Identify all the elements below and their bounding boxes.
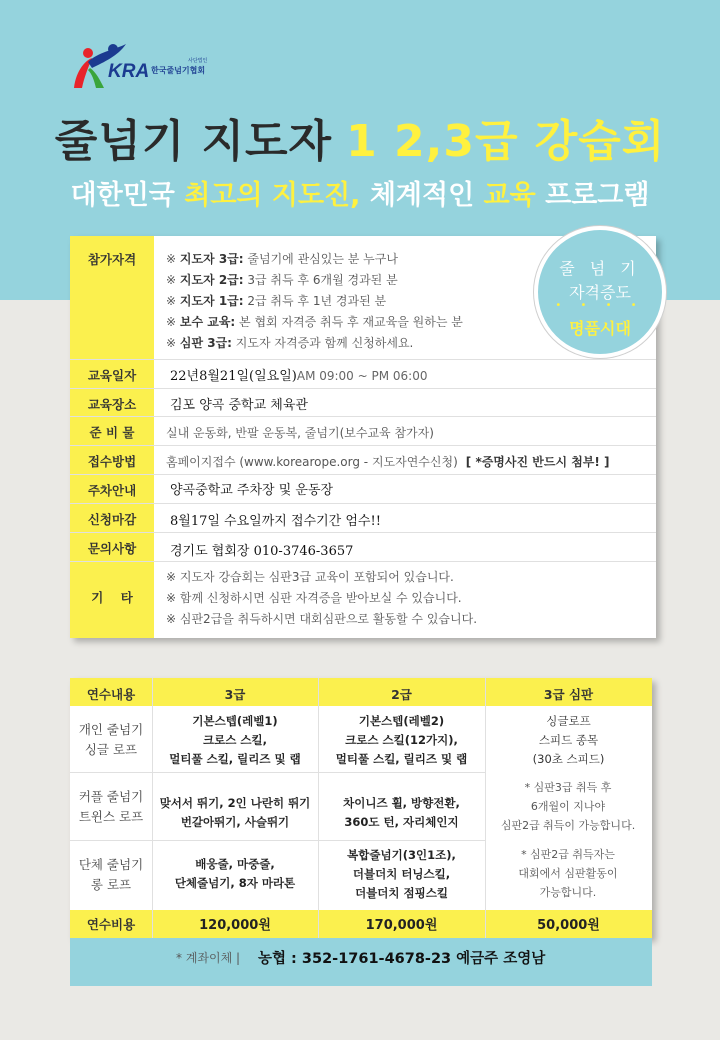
header-grade2: 2급 [391, 687, 412, 702]
apply-value: 홈페이지접수 (www.korearope.org - 지도자연수신청) [ *증명사진 반드시 첨부! ] [166, 455, 610, 469]
grade2-twins-cell: 차이니즈 휠, 방향전환, 360도 턴, 자리체인지 [343, 796, 460, 829]
divider [70, 840, 485, 841]
etc-item: ※ 심판2급을 취득하시면 대회심판으로 활동할 수 있습니다. [166, 612, 478, 626]
parking-value: 양곡중학교 주차장 및 운동장 [170, 483, 334, 498]
etc-label: 기 타 [91, 590, 133, 605]
subtitle-part3: 체계적인 [369, 180, 475, 211]
row-label-long: 단체 줄넘기 롱 로프 [78, 857, 144, 892]
row-label-twins: 커플 줄넘기 트윈스 로프 [78, 789, 144, 824]
eligibility-item: ※ 지도자 2급: 3급 취득 후 6개월 경과된 분 [166, 273, 398, 287]
eligibility-item: ※ 보수 교육: 본 협회 자격증 취득 후 재교육을 원하는 분 [166, 315, 463, 329]
parking-label: 주차안내 [87, 483, 137, 498]
divider [70, 561, 656, 562]
referee-note-1: * 심판3급 취득 후 6개월이 지나야 심판2급 취득이 가능합니다. [500, 781, 636, 832]
divider [70, 359, 656, 360]
cost-grade2: 170,000원 [365, 918, 438, 933]
date-time: AM 09:00 ~ PM 06:00 [296, 369, 428, 383]
deadline-value: 8월17일 수요일까지 접수기간 엄수!! [170, 514, 381, 529]
page-subtitle [0, 173, 720, 212]
logo-text: KRA [108, 61, 150, 82]
subtitle-part2: 최고의 지도진, [184, 180, 361, 211]
referee-speed-cell: 싱글로프 스피드 종목 (30초 스피드) [532, 714, 605, 766]
referee-note-2: * 심판2급 취득자는 대회에서 심판활동이 가능합니다. [518, 848, 618, 899]
badge-line1: 줄 넘 기 [559, 259, 641, 278]
divider [70, 416, 656, 417]
divider [70, 474, 656, 475]
supplies-label: 준 비 물 [89, 425, 135, 440]
header-content: 연수내용 [86, 687, 136, 702]
bank-note: * 계좌이체 | [176, 951, 241, 965]
eligibility-item: ※ 심판 3급: 지도자 자격증과 함께 신청하세요. [166, 336, 414, 350]
eligibility-item: ※ 지도자 3급: 줄넘기에 관심있는 분 누구나 [166, 252, 398, 266]
grade3-single-cell: 기본스텝(레벨1) 크로스 스킬, 멀티풀 스킬, 릴리즈 및 랩 [169, 714, 301, 766]
cost-label: 연수비용 [86, 917, 136, 932]
bank-account: 농협 : 352-1761-4678-23 예금주 조영남 [258, 951, 546, 967]
date-label: 교육일자 [87, 368, 137, 383]
row-label-single: 개인 줄넘기 싱글 로프 [78, 722, 144, 757]
title-dark: 줄넘기 지도자 [54, 116, 333, 167]
place-label: 교육장소 [87, 397, 137, 412]
logo-org-name: 한국줄넘기협회 [151, 66, 206, 75]
etc-item: ※ 함께 신청하시면 심판 자격증을 받아보실 수 있습니다. [166, 591, 462, 605]
cost-referee: 50,000원 [537, 918, 600, 933]
header-grade3: 3급 [224, 687, 246, 702]
subtitle-part5: 프로그램 [545, 180, 650, 211]
subtitle-part4: 교육 [483, 180, 536, 211]
divider [70, 388, 656, 389]
grade3-long-cell: 배웅줄, 마중줄, 단체줄넘기, 8자 마라톤 [174, 857, 296, 890]
certificate-badge [534, 226, 666, 358]
page-title [0, 105, 720, 169]
contact-label: 문의사항 [87, 541, 137, 556]
subtitle-part1: 대한민국 [70, 180, 175, 211]
place-value: 김포 양곡 중학교 체육관 [170, 398, 308, 413]
grade2-single-cell: 기본스텝(레벨2) 크로스 스킬(12가지), 멀티풀 스킬, 릴리즈 및 랩 [335, 714, 468, 766]
date-value: 22년8월21일(일요일)AM 09:00 ~ PM 06:00 [170, 369, 428, 384]
cost-grade3: 120,000원 [199, 918, 271, 933]
divider [70, 445, 656, 446]
deadline-label: 신청마감 [87, 512, 137, 527]
divider [70, 772, 485, 773]
badge-line3: 명품시대 [569, 319, 631, 338]
divider [70, 532, 656, 533]
grade2-long-cell: 복합줄넘기(3인1조), 더블더치 터닝스킬, 더블더치 점핑스킬 [347, 848, 456, 900]
apply-note: [ *증명사진 반드시 첨부! ] [465, 455, 610, 469]
grade3-twins-cell: 맞서서 뛰기, 2인 나란히 뛰기 번갈아뛰기, 사슬뛰기 [159, 796, 311, 829]
badge-dots: • • • • [555, 300, 645, 311]
logo-tag: 사단법인 [188, 58, 208, 64]
apply-label: 접수방법 [87, 454, 137, 469]
eligibility-item: ※ 지도자 1급: 2급 취득 후 1년 경과된 분 [166, 294, 387, 308]
contact-value: 경기도 협회장 010-3746-3657 [170, 544, 354, 559]
header-referee: 3급 심판 [543, 687, 594, 702]
title-highlight: 1 2,3급 강습회 [346, 116, 666, 167]
divider [70, 503, 656, 504]
badge-line2: 자격증도 [569, 283, 631, 302]
supplies-value: 실내 운동화, 반팔 운동복, 줄넘기(보수교육 참가자) [166, 426, 434, 440]
etc-item: ※ 지도자 강습회는 심판3급 교육이 포함되어 있습니다. [166, 570, 454, 584]
eligibility-label: 참가자격 [87, 252, 137, 267]
